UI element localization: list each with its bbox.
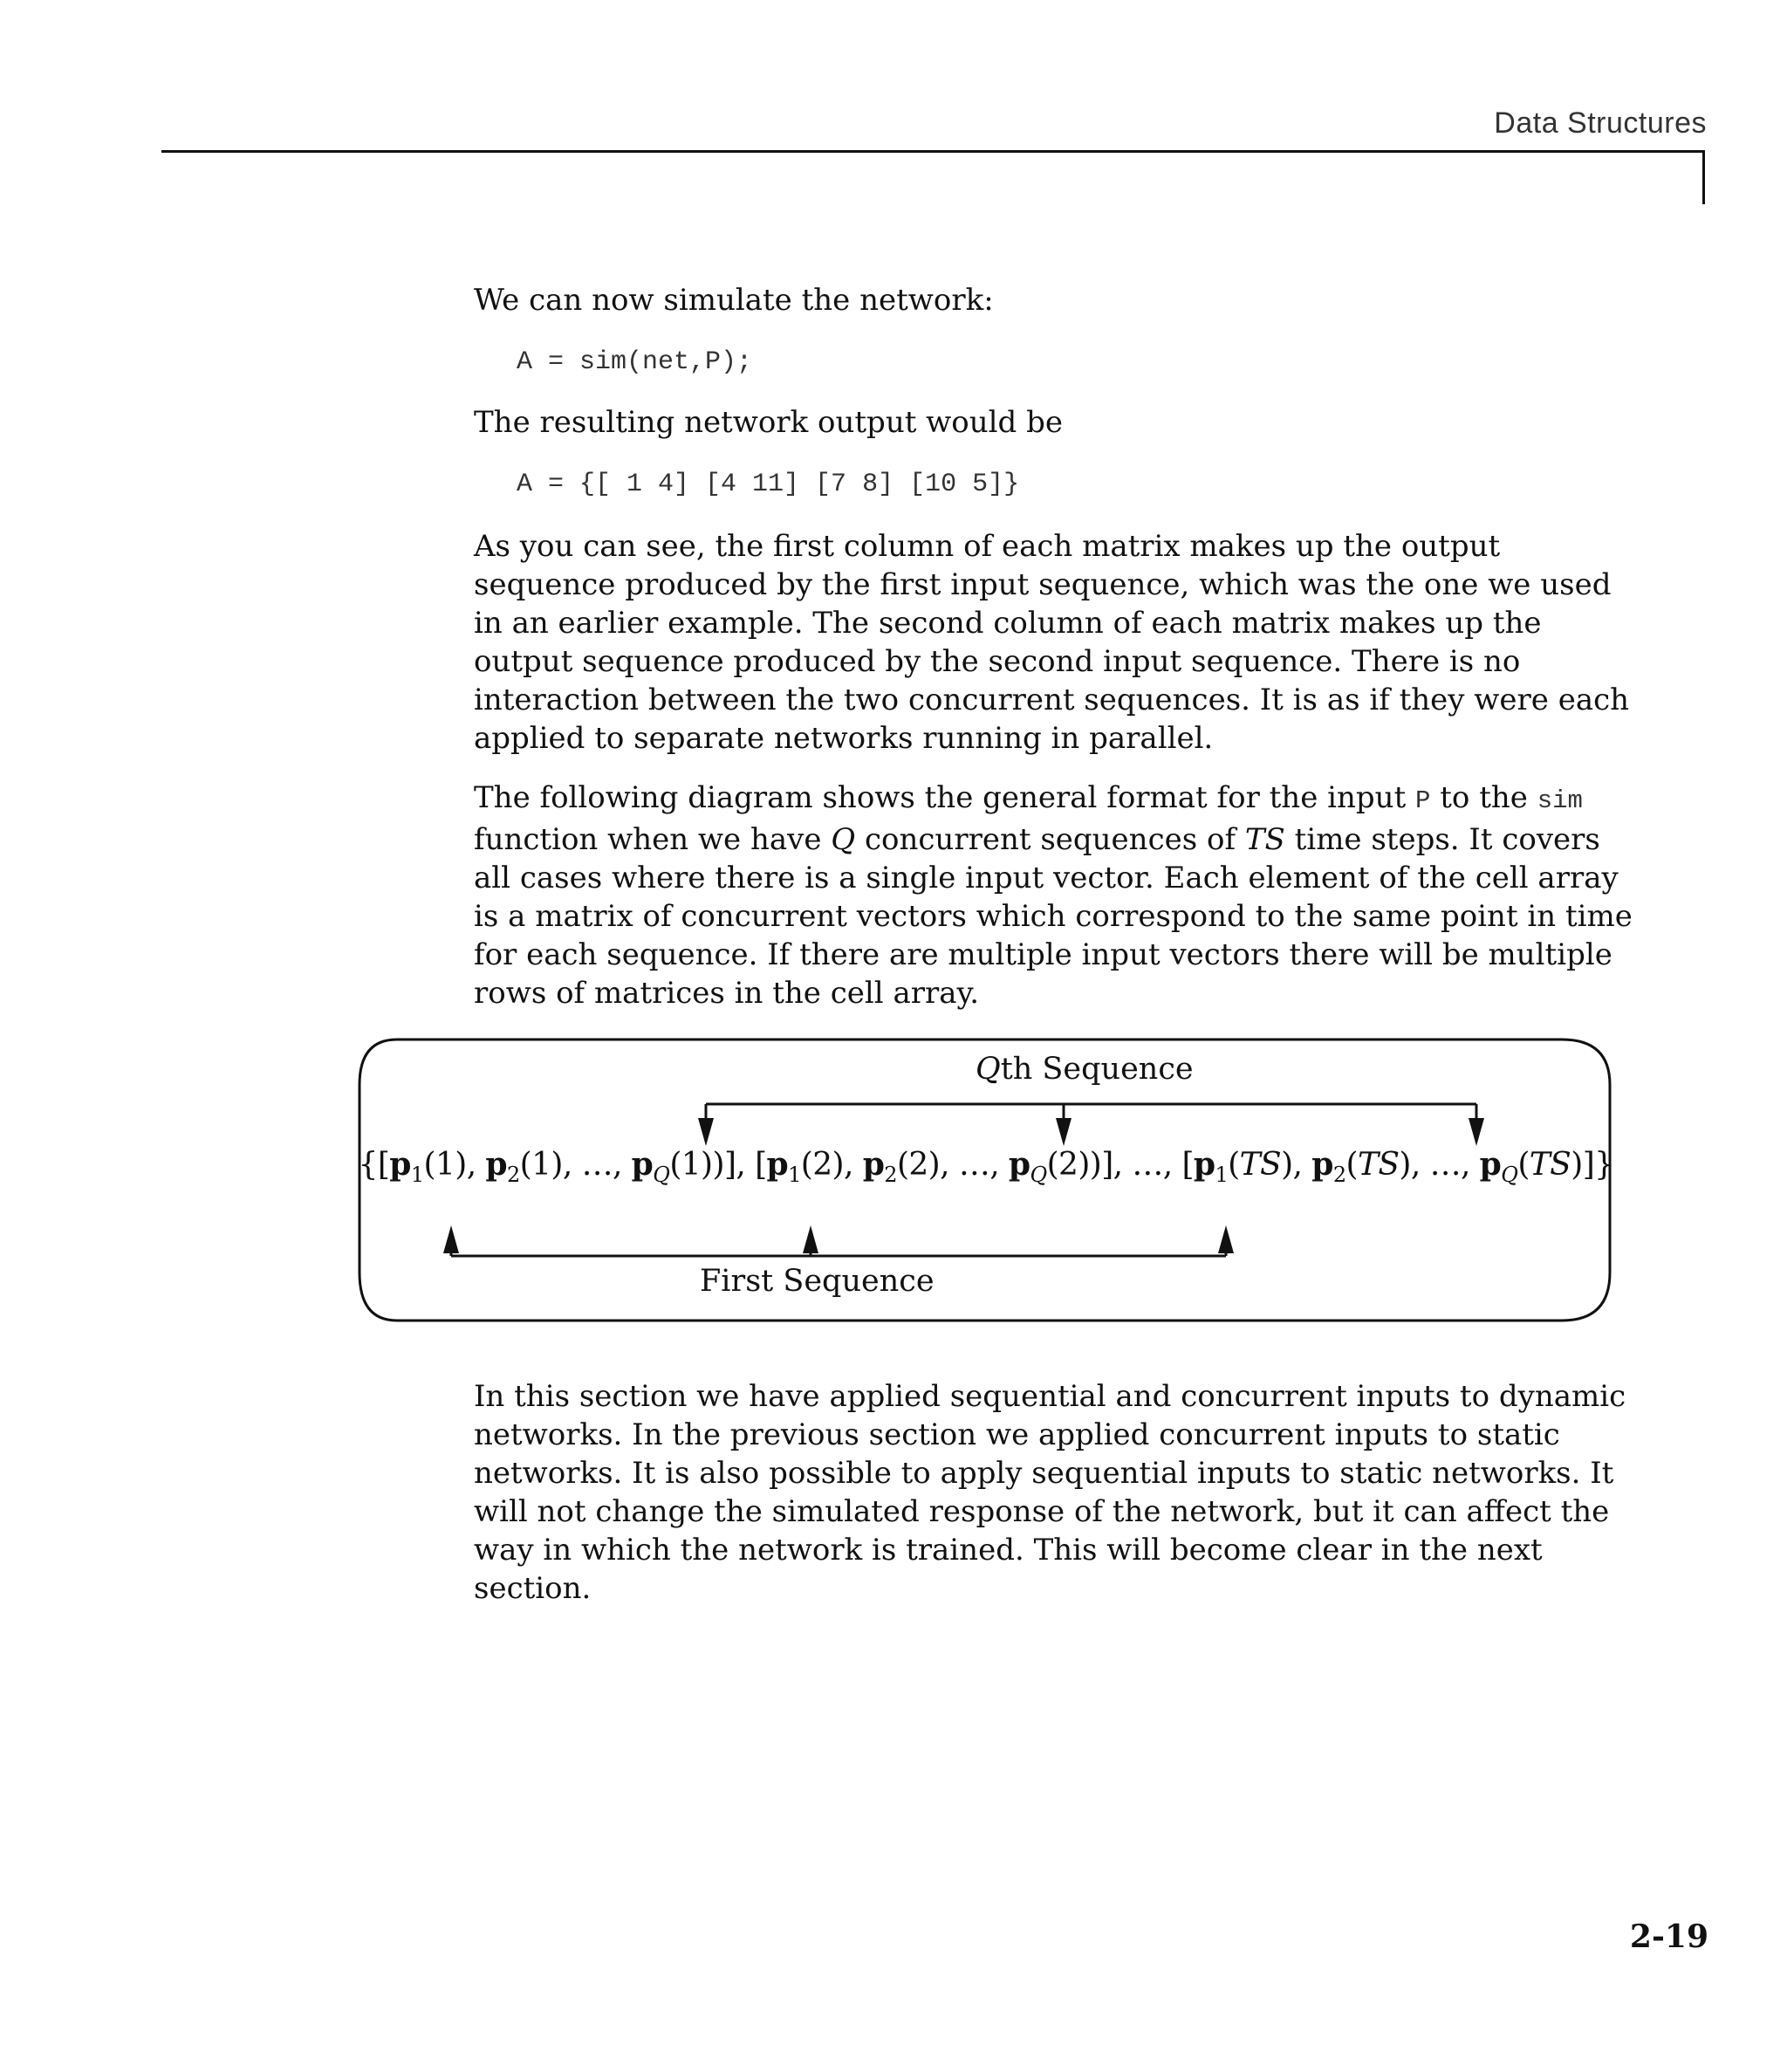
formula-sub: Q: [653, 1163, 670, 1187]
formula-between: ,: [1113, 1147, 1133, 1183]
sim-sentence: We can now simulate the network:: [474, 283, 994, 318]
output-code: A = {[ 1 4] [4 11] [7 8] [10 5]}: [517, 470, 1020, 499]
formula-comma: ,: [466, 1147, 486, 1183]
formula-comma: ,: [1292, 1147, 1312, 1183]
formula-sub: Q: [1030, 1163, 1047, 1187]
paragraph-summary: In this section we have applied sequential and concurrent inputs to dynamic networks. In the previous section we applied concurrent inputs to static networks. It is also possible to apply sequential inputs to static networks. It will not change the simulated response of the network, but it can affect the way in which the network is trained. This will become clear in the next section.: [474, 1379, 1626, 1606]
formula-paren: (: [1345, 1147, 1358, 1183]
formula-comma: ,: [1460, 1147, 1480, 1183]
p2-text-2: to the: [1430, 780, 1537, 815]
formula-p: p: [485, 1146, 507, 1183]
formula-arg: (2): [800, 1147, 844, 1183]
formula-paren: ): [1399, 1147, 1411, 1183]
cell-array-diagram: [353, 1037, 1619, 1325]
formula-comma: ,: [989, 1147, 1009, 1183]
formula-p: p: [1193, 1146, 1215, 1183]
formula-p: p: [1008, 1146, 1030, 1183]
paragraph-diagram-intro: [474, 779, 1634, 1012]
formula-close-all: )]}: [1571, 1147, 1614, 1183]
formula-close-group: )]: [712, 1147, 736, 1183]
paragraph-columns: As you can see, the first column of each matrix makes up the output sequence produced by the first input sequence, which was the one we used in an earlier example. The second column of each matrix makes up the output sequence produced by the second input sequence. There is no interaction between the two concurrent sequences. It is as if they were each applied to separate networks running in parallel.: [474, 529, 1630, 756]
formula-arg: (1): [519, 1147, 563, 1183]
formula-paren: ): [1281, 1147, 1293, 1183]
formula-arg: (2): [896, 1147, 941, 1183]
formula-comma: ,: [612, 1147, 632, 1183]
p2-text-1: The following diagram shows the general format for the input: [474, 780, 1416, 815]
formula-sub: 1: [410, 1163, 424, 1187]
formula-comma: ,: [940, 1147, 959, 1183]
qth-sequence-label: [976, 1052, 1194, 1087]
page-number: 2-19: [1629, 1918, 1708, 1955]
formula-between: ,: [1162, 1147, 1182, 1183]
formula-comma: ,: [562, 1147, 582, 1183]
qth-arrow-1-head: [698, 1118, 714, 1146]
formula-arg: (1): [423, 1147, 467, 1183]
formula-group-open: [: [755, 1147, 767, 1183]
formula-close-group: )]: [1089, 1147, 1113, 1183]
formula-sub: Q: [1501, 1163, 1518, 1187]
formula-ts: TS: [1357, 1147, 1400, 1183]
formula-paren: (: [1228, 1147, 1240, 1183]
qth-label-q: Q: [976, 1052, 1001, 1087]
formula-ts: TS: [1239, 1147, 1282, 1183]
formula-arg: (2): [1046, 1147, 1090, 1183]
qth-label-rest: th Sequence: [1000, 1052, 1194, 1087]
formula-sub: 1: [788, 1163, 801, 1187]
cell-array-formula: [353, 1146, 1619, 1187]
formula-p: p: [862, 1146, 885, 1183]
formula-ts: TS: [1529, 1147, 1571, 1183]
formula-ellipsis: …: [581, 1147, 613, 1183]
math-ts: TS: [1244, 822, 1285, 857]
p2-text-4: concurrent sequences of: [855, 822, 1245, 857]
inline-code-p: P: [1415, 786, 1431, 815]
header-rule-tick: [1702, 150, 1705, 204]
running-head: Data Structures: [1494, 106, 1707, 140]
header-rule: [161, 150, 1705, 153]
formula-p: p: [1479, 1146, 1502, 1183]
formula-p: p: [389, 1146, 411, 1183]
formula-p: p: [766, 1146, 789, 1183]
formula-group-open: [: [1181, 1147, 1194, 1183]
formula-p: p: [631, 1146, 654, 1183]
formula-sub: 1: [1215, 1163, 1229, 1187]
first-sequence-label: First Sequence: [700, 1264, 935, 1299]
formula-between: ,: [736, 1147, 756, 1183]
formula-arg: (1): [669, 1147, 713, 1183]
p2-text-3: function when we have: [474, 822, 832, 857]
sim-code: A = sim(net,P);: [517, 347, 753, 377]
formula-p: p: [1311, 1146, 1333, 1183]
formula-sub: 2: [884, 1163, 897, 1187]
inline-code-sim: sim: [1537, 786, 1583, 815]
output-sentence: The resulting network output would be: [474, 405, 1063, 440]
qth-arrow-2-head: [1056, 1118, 1072, 1146]
qth-arrow-3-head: [1469, 1118, 1484, 1146]
formula-ellipsis: …: [1132, 1147, 1163, 1183]
formula-comma: ,: [844, 1147, 863, 1183]
formula-comma: ,: [1410, 1147, 1430, 1183]
formula-sub: 2: [507, 1163, 520, 1187]
p2-text-5: time steps. It covers all cases where there is a single input vector. Each element of the cell array is a matrix of concurrent vectors which correspond to the same point in time for each sequence. If there are multiple input vectors there will be multiple rows of matrices in the cell array.: [474, 822, 1633, 1011]
formula-ellipsis: …: [958, 1147, 990, 1183]
formula-open: {[: [358, 1147, 390, 1183]
formula-sub: 2: [1332, 1163, 1346, 1187]
formula-paren: (: [1517, 1147, 1530, 1183]
formula-ellipsis: …: [1429, 1147, 1461, 1183]
math-q: Q: [831, 822, 856, 857]
